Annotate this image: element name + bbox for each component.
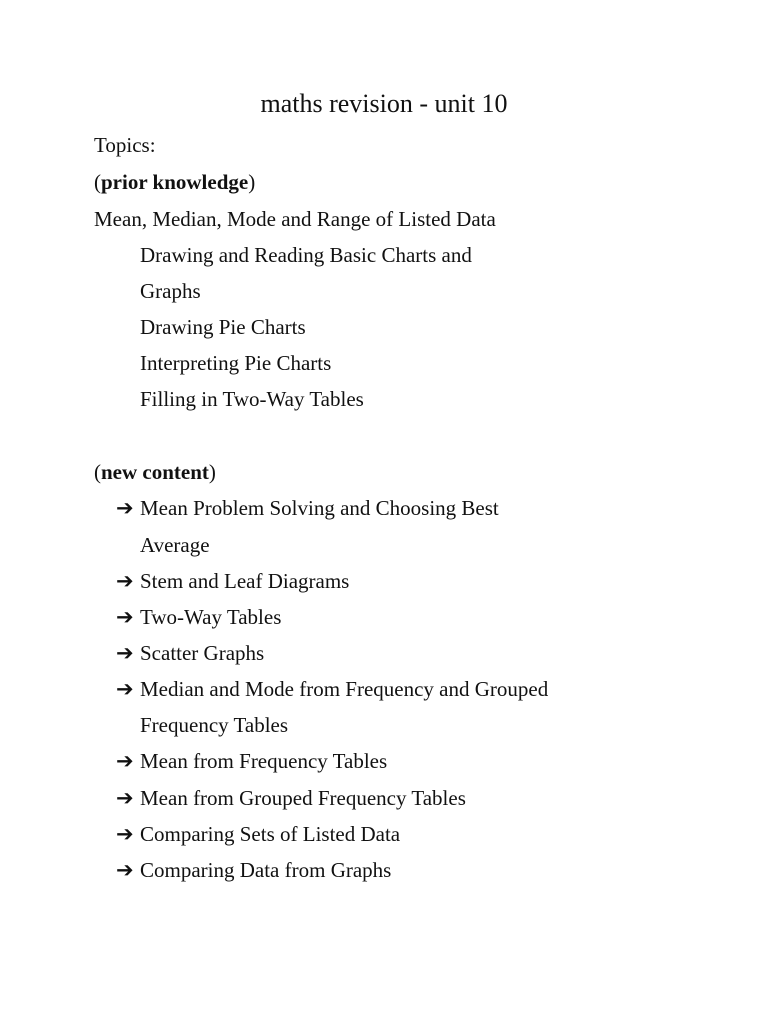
arrow-bullet-icon: ➔ <box>116 786 134 810</box>
paren-close: ) <box>208 460 216 484</box>
new-item: Average <box>140 533 210 557</box>
new-content-heading <box>94 457 216 487</box>
new-item: Frequency Tables <box>140 713 289 737</box>
paren-open: ( <box>94 170 101 194</box>
arrow-bullet-icon: ➔ <box>116 749 134 773</box>
prior-item: Filling in Two-Way Tables <box>140 387 364 411</box>
prior-item: Drawing and Reading Basic Charts and <box>140 243 472 267</box>
prior-item: Interpreting Pie Charts <box>140 351 332 375</box>
prior-item: Graphs <box>140 279 201 303</box>
new-item: Median and Mode from Frequency and Grouped <box>140 677 549 701</box>
new-item: Mean from Grouped Frequency Tables <box>140 786 466 810</box>
paren-close: ) <box>248 170 256 194</box>
arrow-bullet-icon: ➔ <box>116 569 134 593</box>
prior-item: Drawing Pie Charts <box>140 315 306 339</box>
arrow-bullet-icon: ➔ <box>116 496 134 520</box>
paren-open: ( <box>94 460 101 484</box>
prior-knowledge-label: prior knowledge <box>101 170 249 194</box>
new-item: Scatter Graphs <box>140 641 265 665</box>
new-item: Two-Way Tables <box>140 605 282 629</box>
arrow-bullet-icon: ➔ <box>116 605 134 629</box>
prior-item: Mean, Median, Mode and Range of Listed Data <box>94 207 496 231</box>
new-item: Mean from Frequency Tables <box>140 749 388 773</box>
new-content-label: new content <box>101 460 209 484</box>
new-item: Comparing Sets of Listed Data <box>140 822 401 846</box>
arrow-bullet-icon: ➔ <box>116 822 134 846</box>
arrow-bullet-icon: ➔ <box>116 641 134 665</box>
new-item: Comparing Data from Graphs <box>140 858 392 882</box>
new-item: Mean Problem Solving and Choosing Best <box>140 496 499 520</box>
new-item: Stem and Leaf Diagrams <box>140 569 350 593</box>
arrow-bullet-icon: ➔ <box>116 858 134 882</box>
arrow-bullet-icon: ➔ <box>116 677 134 701</box>
page-title: maths revision - unit 10 <box>260 89 508 118</box>
prior-knowledge-heading <box>94 167 255 197</box>
topics-label: Topics: <box>94 133 156 157</box>
